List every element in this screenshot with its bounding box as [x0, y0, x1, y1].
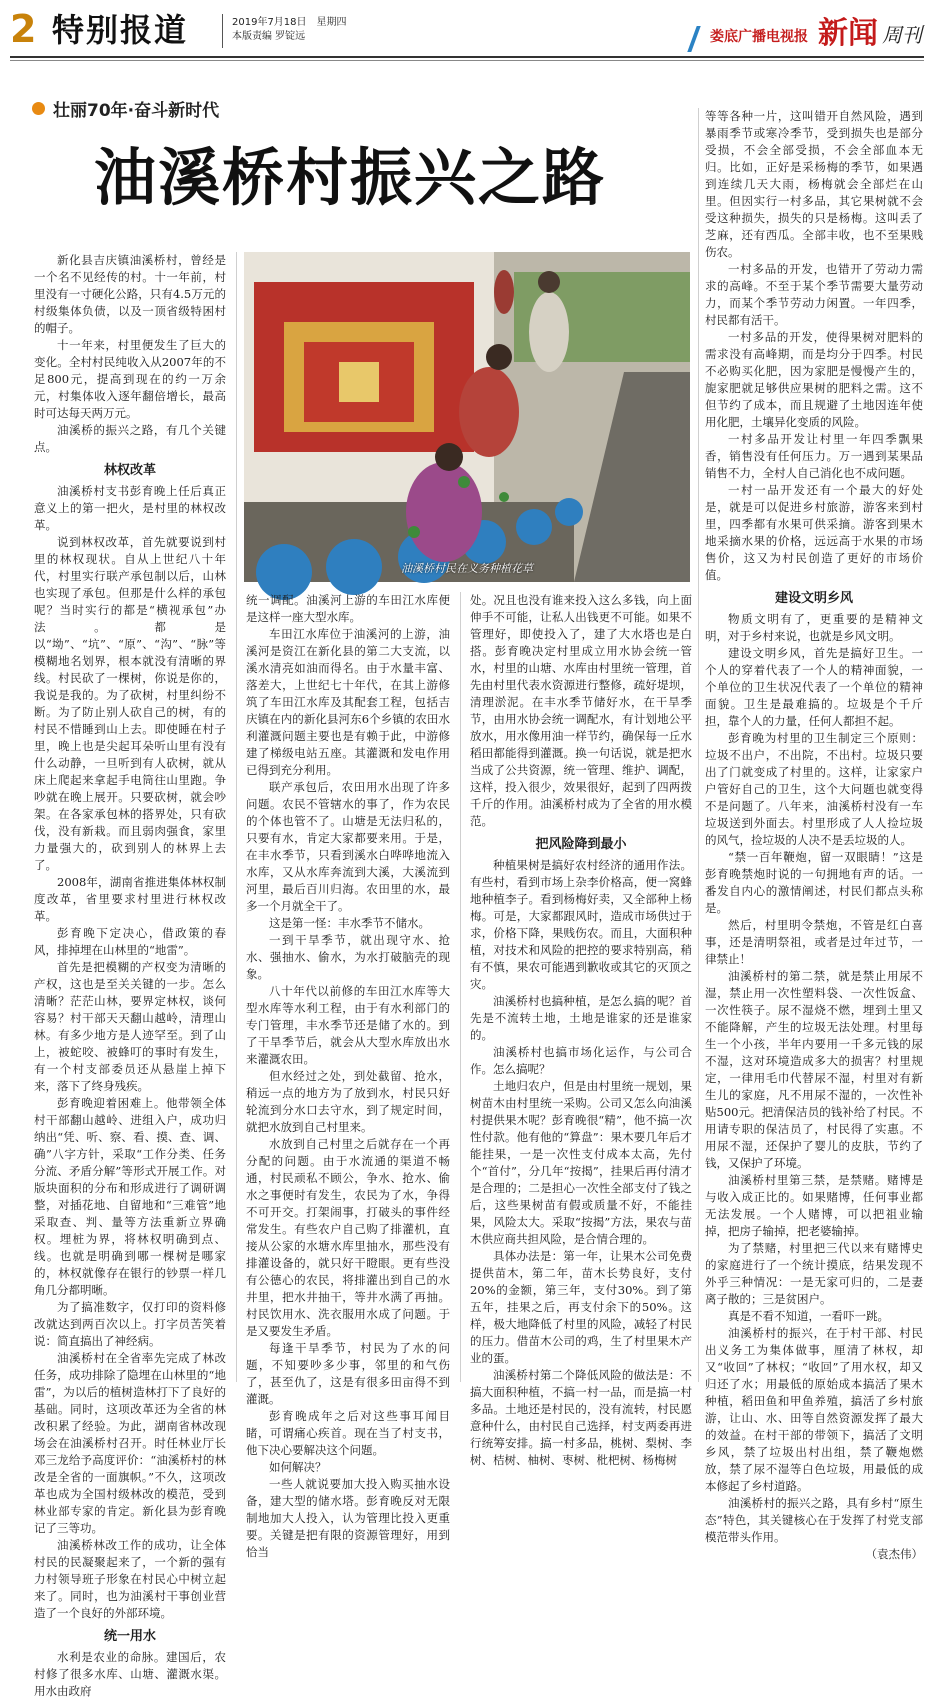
header-rule	[10, 56, 924, 58]
article-column-3	[470, 592, 692, 1467]
subheading: 林权改革	[103, 463, 156, 478]
article-photo	[244, 252, 690, 582]
paragraph: 建设文明乡风，首先是搞好卫生。一个人的穿着代表了一个人的精神面貌，一个单位的卫生状况代表了一个单位的精神面貌。卫生是最难搞的。垃圾是个千斤担，靠个人的力量，任何人都担不起。	[705, 646, 923, 728]
paragraph: 油溪桥村的振兴之路，具有乡村“原生态”特色，其关键核心在于发挥了村党支部模范带头作用。	[705, 1496, 923, 1544]
paragraph: 八十年代以前修的车田江水库等大型水库等水利工程，由于有水利部门的专门管理，丰水季节还是储了水的。到了干旱季节后，就会从大型水库放出水来灌溉农田。	[246, 984, 450, 1066]
paragraph: 油溪桥的振兴之路，有几个关键点。	[34, 423, 226, 454]
paragraph: 如何解决？	[269, 1460, 327, 1474]
paragraph: 但水经过之处，到处截留、抢水，稍远一点的地方为了放到水，村民只好轮流到分水口去守水，到了规定时间，就把水放到自己村里来。	[246, 1069, 450, 1134]
paragraph: 彭育晚成年之后对这些事耳闻目睹，可谓痛心疾首。现在当了村支书，他下决心要解决这个问题。	[246, 1409, 450, 1457]
paragraph: 水利是农业的命脉。建国后，农村修了很多水库、山塘、灌溉水渠。用水由政府	[34, 1650, 226, 1698]
paragraph: 一村多品开发让村里一年四季飘果香，销售没有任何压力。万一遇到某果品销售不力，全村人自己消化也不成问题。	[705, 432, 923, 480]
paragraph: 一村一品开发还有一个最大的好处是，就是可以促进乡村旅游，游客来到村里，四季都有水果可供采摘。游客到果木地采摘水果的价格，远远高于水果的市场售价，这又为村民创造了更好的市场价值。	[705, 483, 923, 582]
paragraph: 水放到自己村里之后就存在一个再分配的问题。由于水流通的渠道不畅通，村民顽私不顾公，争水、抢水、偷水之事便时有发生，农民为了水，争得不可开交。打架闹事，打破头的事件经常发生。有些农户自己购了排灌机，直接从公家的水塘水库里抽水，那些没有排灌设备的，就只好干瞪眼。更有些没有公德心的农民，将排灌出到自己的水井里，把水井抽干，等井水满了再抽。村民饮用水、洗衣服用水成了问题。于是又要发生矛盾。	[246, 1137, 450, 1338]
paragraph: 真是不看不知道，一看吓一跳。	[728, 1309, 889, 1323]
paragraph: 油溪桥村在全省率先完成了林改任务，成功排除了隐埋在山林里的“地雷”，为以后的植树造林打下了良好的基础。同时，这项改革还为全省的林改积累了经验。为此，湖南省林改现场会在油溪桥村召开。时任林业厅长邓三龙给予高度评价：“油溪桥村的林改是全省的一面旗帜。”不久，这项改革也成为全国村级林改的模范，受到林业部专家的肯定。新化县为彭育晚记了三等功。	[34, 1351, 226, 1535]
paragraph: 每逢干旱季节，村民为了水的问题，不知要吵多少事，邻里的和气伤了，甚至仇了，这是有很多田亩得不到灌溉。	[246, 1341, 450, 1406]
author-signature: （袁杰伟）	[865, 1547, 923, 1561]
section-title: 特别报道	[52, 11, 189, 49]
paragraph: 2008年，湖南省推进集体林权制度改革，省里要求村里进行林权改革。	[34, 875, 226, 923]
header-separator	[222, 14, 223, 48]
paragraph: 然后，村里明令禁炮，不管是红白喜事，还是清明祭祖，或者是过年过节，一律禁止！	[705, 918, 923, 966]
paragraph: 为了搞准数字，仅打印的资料修改就达到两百次以上。打字员苦笑着说：简直搞出了神经病。	[34, 1300, 226, 1348]
paragraph: 具体办法是：第一年，让果木公司免费提供苗木，第二年，苗木长势良好，支付20%的金额，第三年，支付30%。到了第五年，挂果之后，再支付余下的50%。这样，极大地降低了村里的风险，减轻了村民的压力。借苗木公司的鸡，生了村里果木产业的蛋。	[470, 1249, 692, 1365]
paragraph: 油溪桥村的第二禁，就是禁止用尿不湿，禁止用一次性塑料袋、一次性饭盒、一次性筷子。尿不湿烧不燃，埋到土里又不能降解，产生的垃圾无法处理。村里每生一个小孩，半年内要用一千多元钱的尿不湿，这对环境造成多大的损害？村里规定，一律用毛巾代替尿不湿，村里对有新生儿的家庭，凡不用尿不湿的，一次性补贴500元。把清保洁员的钱补给了村民。不用请专职的保洁员了，村民得了实惠。不用尿不湿，还保护了婴儿的皮肤，节约了钱，又保护了环境。	[705, 969, 923, 1170]
paragraph: 油溪桥村也搞市场化运作，与公司合作。怎么搞呢？	[470, 1045, 692, 1076]
header-rule-thin	[10, 60, 924, 61]
paragraph: 说到林权改革，首先就要说到村里的林权现状。自从上世纪八十年代，村里实行联产承包制以后，山林也实现了承包。但那是什么样的承包呢？当时实行的都是“横视承包”办法。都是以“坳”、“坑”、“原”、“沟”、“脉”等模糊地名划界，根本就没有清晰的界线。村民砍了一棵树，你说是你的，我说是我的。为了砍树，村里纠纷不断。为了防止别人砍自己的树，有的村民不惜睡到山上去。即使睡在村子里，晚上也是尖起耳朵听山里有没有什么动静，一旦听到有人砍树，就从床上爬起来拿起手电筒往山里跑。争吵就在晚上展开。只要砍树，就会吵架。在各家承包林的搭界处，只有砍伐，没有新栽。而且弱肉强食，家里力量强大的，砍到别人的林界上去了。	[34, 535, 226, 872]
paragraph: 一村多品的开发，使得果树对肥料的需求没有高峰期，而是均分于四季。村民不必购买化肥，因为家肥是慢慢产生的，旎家肥就足够供应果树的肥料之需。这不但节约了成本，而且规避了土地因连年使用化肥，土壤异化变质的风险。	[705, 330, 923, 429]
paragraph: 十一年来，村里便发生了巨大的变化。全村村民纯收入从2007年的不足800元，提高到现在的约一万余元，村集体收入逐年翻倍增长，最高时可达每天两万元。	[34, 338, 226, 420]
paragraph: 统一调配。油溪河上游的车田江水库便是这样一座大型水库。	[246, 593, 450, 624]
issue-info	[232, 16, 347, 44]
station-name: 娄底广播电视报	[710, 29, 808, 45]
paragraph: 一些人就说要加大投入购买抽水设备，建大型的储水塔。彭育晚反对无限制地加大人投入，认为管理比投入更重要。关键是把有限的资源管理好，用到恰当	[246, 1477, 450, 1559]
photo-caption: 油溪桥村民在义务种植花草	[401, 562, 533, 575]
bullet-dot-icon	[32, 102, 45, 115]
masthead-weekly: 周刊	[882, 23, 922, 47]
paragraph: 处。况且也没有谁来投入这么多钱，向上面伸手不可能，让私人出钱更不可能。如果不管理好，即使投入了，建了大水塔也是白搭。彭育晚决定村里成立用水协会统一管水，村里的山塘、水库由村里统一管理，首先由村里代表水资源进行整修，疏好堤坝，清理淤泥。在丰水季节储好水，在干旱季节，由用水协会统一调配水，有计划地公平放水，用水像用油一样节约，确保每一丘水稻田都能得到灌溉。换一句话说，就是把水当成了公共资源，统一管理、维护、调配，这样，投入很少，效果很好，起到了四两拨千斤的作用。油溪桥村成为了全省的用水模范。	[470, 593, 692, 828]
paragraph: 物质文明有了，更重要的是精神文明，对于乡村来说，也就是乡风文明。	[705, 612, 923, 643]
paragraph: 一村多品的开发，也错开了劳动力需求的高峰。不至于某个季节需要大量劳动力，而某个季节劳动力闲置。一年四季，村民都有活干。	[705, 262, 923, 327]
kicker-text: 壮丽70年·奋斗新时代	[53, 101, 220, 121]
article-column-2	[246, 592, 450, 1559]
headline: 油溪桥村振兴之路	[94, 141, 607, 214]
masthead-news: 新闻	[818, 16, 878, 51]
paragraph: 联产承包后，农田用水出现了许多问题。农民不管辖水的事了，作为农民的个体也管不了。山塘是无法归私的，只要有水，肯定大家都要来用。于是，在丰水季节，只看到溪水白哗哗地流入水库，又从水库奔流到大溪，大溪流到河里，最后百川归海。农田里的水，最多一个月就全干了。	[246, 780, 450, 913]
issue-date: 2019年7月18日 星期四	[232, 17, 347, 28]
paragraph: 油溪桥村第二个降低风险的做法是：不搞大面积种植，不搞一村一品，而是搞一村多品。土地还是村民的，没有流转，村民愿意种什么，由村民自己选择，村支两委再进行统筹安排。搞一村多品，桃树、梨树、李树、桔树、柚树、枣树、枇杷树、杨梅树	[470, 1368, 692, 1467]
subheading: 统一用水	[103, 1629, 156, 1644]
masthead	[686, 8, 922, 52]
paragraph: 彭育晚为村里的卫生制定三个原则：垃圾不出户，不出院，不出村。垃圾只要出了门就变成了村里的。这样，让家家户户管好自己的卫生，这个大问题也就变得不是问题了。八年来，油溪桥村没有一车垃圾送到外面去。村里形成了人人捡垃圾的风气，捡垃圾的人决不是丢垃圾的人。	[705, 731, 923, 847]
article-column-4	[705, 108, 923, 1561]
paragraph: 土地归农户，但是由村里统一规划，果树苗木由村里统一采购。公司又怎么向油溪村提供果木呢？彭育晚很“精”，他不搞一次性付款。他有他的“算盘”：果木要几年后才能挂果，一是一次性支付成本太高，先付个“首付”，分几年“按揭”，挂果后再付清才是合理的；二是担心一次性全部支付了钱之后，这些果树苗有假或质量不好，不能挂果，风险太大。采取“按揭”方法，果农与苗木供应商共担风险，是合情合理的。	[470, 1079, 692, 1246]
paragraph: 油溪桥村里第三禁，是禁赌。赌博是与收入成正比的。如果赌博，任何事业都无法发展。一个人赌博，可以把祖业输掉，把房子输掉，把老婆输掉。	[705, 1173, 923, 1238]
column-divider	[460, 592, 461, 1382]
paragraph: 首先是把模糊的产权变为清晰的产权，这也是至关关键的一步。怎么清晰？茫茫山林，要界定林权，谈何容易？村干部天天翻山越岭，清理山林。有多少地方是人迹罕至。到了山上，被蛇咬、被蜂叮的事时有发生，有一个村支部委员还从悬崖上掉下来，落下了终身残疾。	[34, 960, 226, 1093]
paragraph: 彭育晚下定决心，借政策的春风，排掉埋在山林里的“地雷”。	[34, 926, 226, 957]
subheading: 把风险降到最小	[535, 837, 627, 852]
paragraph: 一到干旱季节，就出现守水、抢水、强抽水、偷水，为水打破脑壳的现象。	[246, 933, 450, 981]
subheading: 建设文明乡风	[774, 591, 853, 606]
paragraph: 新化县吉庆镇油溪桥村，曾经是一个名不见经传的村。十一年前，村里没有一寸硬化公路，只有4.5万元的村级集体负债，以及一顶省级特困村的帽子。	[34, 253, 226, 335]
paragraph: 油溪桥村也搞种植，是怎么搞的呢？首先是不流转土地，土地是谁家的还是谁家的。	[470, 994, 692, 1042]
article-column-1	[34, 252, 226, 1698]
paragraph: 这是第一怪：丰水季节不储水。	[269, 916, 430, 930]
paragraph: 油溪桥村的振兴，在于村干部、村民出义务工为集体做事，厘清了林权，却又“收回”了林权；“收回”了用水权，却又归还了水；用最低的原始成本搞活了果木种植，稻田鱼和甲鱼养殖，搞活了乡村旅游，让山、水、田等自然资源发挥了最大的效益。在村干部的带领下，搞活了文明乡风，禁了垃圾出村出组，禁了鞭炮燃放，禁了尿不湿等白色垃圾，用最低的成本修起了乡村道路。	[705, 1326, 923, 1493]
paragraph: 油溪桥村支书彭育晚上任后真正意义上的第一把火，是村里的林权改革。	[34, 484, 226, 532]
paragraph: 油溪桥林改工作的成功，让全体村民的民凝聚起来了，一个新的强有力村领导班子形象在村民心中树立起来了。同时，也为油溪村干事创业营造了一个良好的外部环境。	[34, 1538, 226, 1620]
slash-mark-icon	[686, 22, 706, 52]
paragraph: 等等各种一片，这叫错开自然风险，遇到暴雨季节或寒冷季节，受到损失也是部分受损，不会全部受损，不会全部血本无归。比如，正好是采杨梅的季节，如果遇到连续几天大雨，杨梅就会全部烂在山里。但因实行一村多品，其它果树就不会受这种损失，损失的只是杨梅。这叫丢了芝麻，还有西瓜。全部丰收，也不至果贱伤农。	[705, 109, 923, 259]
paragraph: 车田江水库位于油溪河的上游，油溪河是资江在新化县的第二大支流，以溪水清亮如油而得名。由于水量丰富、落差大，上世纪七十年代，在其上游修筑了车田江水库及其配套工程，包括吉庆镇在内的新化县河东6个乡镇的农田水利灌溉问题主要也是有赖于此，中游修建了梯级电站五座。其灌溉和发电作用已得到充分利用。	[246, 627, 450, 777]
kicker	[32, 96, 219, 121]
paragraph: 种植果树是搞好农村经济的通用作法。有些村，看到市场上杂李价格高，便一窝蜂地种植李子。看到杨梅好卖，又全部种上杨梅。可是，大家都跟风时，造成市场供过于求，价格下降，果贱伤农。而且，大面积种植，对技术和风险的把控的要求特别高，稍有不慎，果农可能遇到歉收或其它的灭顶之灾。	[470, 858, 692, 991]
column-divider	[698, 108, 699, 1382]
paragraph: “禁一百年鞭炮，留一双眼睛！”这是彭育晚禁炮时说的一句拥地有声的话。一番发自内心的激情阐述，村民们都点头称是。	[705, 850, 923, 915]
paragraph: 为了禁赌，村里把三代以来有赌博史的家庭进行了一个统计摸底，结果发现不外乎三种情况：一是无家可归的，二是妻离子散的；三是贫困户。	[705, 1241, 923, 1306]
page-editor: 本版责编 罗锭远	[232, 31, 306, 42]
village-photo-illustration	[244, 252, 690, 582]
paragraph: 彭育晚迎着困难上。他带领全体村干部翻山越岭、进组入户，成功归纳出“凭、听、察、看、摸、查、调、确”八字方针，采取“工作分类、任务分流、矛盾分解”等形式开展工作。对版块面积的分布和形成进行了调研调整，对插花地、自留地和“三难管”地采取查、判、量等方法重新立界确权。埋桩为界，将林权明确到点、线。也就是明确到哪一棵树是哪家的，林权就像存在银行的钞票一样几角几分都明晰。	[34, 1096, 226, 1297]
page-number: 2	[10, 7, 37, 51]
column-divider	[236, 252, 237, 1382]
